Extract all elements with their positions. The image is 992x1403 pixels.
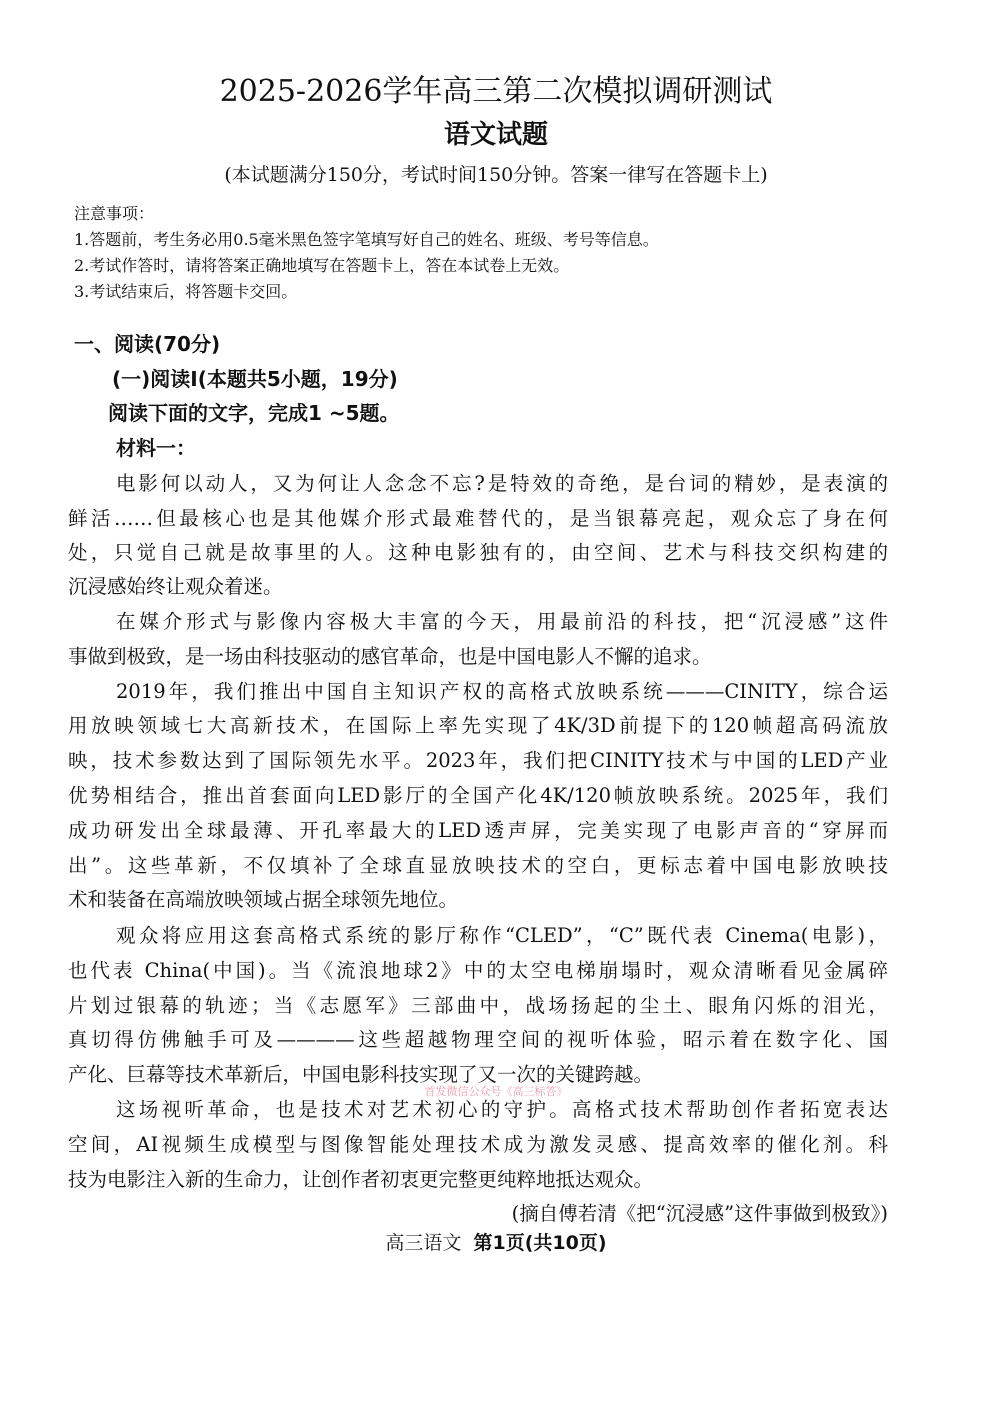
note-item: 3.考试结束后，将答题卡交回。	[74, 282, 298, 301]
paragraph-line: 用放映领域七大高新技术，在国际上率先实现了4K/3D前提下的120帧超高码流放	[68, 714, 888, 737]
note-item: 1.答题前，考生务必用0.5毫米黑色签字笔填写好自己的姓名、班级、考号等信息。	[74, 230, 659, 249]
paragraph-line: 出”。这些革新，不仅填补了全球直显放映技术的空白，更标志着中国电影放映技	[68, 854, 888, 877]
subject-title: 语文试题	[443, 120, 548, 150]
paragraph-line: 处，只觉自己就是故事里的人。这种电影独有的，由空间、艺术与科技交织构建的	[68, 541, 888, 564]
note-item: 2.考试作答时，请将答案正确地填写在答题卡上，答在本试卷上无效。	[74, 256, 570, 275]
paragraph-line: 事做到极致，是一场由科技驱动的感官革命，也是中国电影人不懈的追求。	[68, 645, 712, 668]
paragraph-line: 空间，AI视频生成模型与图像智能处理技术成为激发灵感、提高效率的催化剂。科	[68, 1133, 888, 1156]
paragraph-line: 术和装备在高端放映领域占据全球领先地位。	[68, 888, 459, 911]
exam-title: 2025-2026学年高三第二次模拟调研测试	[219, 74, 773, 109]
paragraph-line: 沉浸感始终让观众着迷。	[68, 575, 283, 598]
footer-page: 第1页(共10页)	[473, 1232, 607, 1254]
footer-subject: 高三语文	[385, 1232, 462, 1254]
paragraph-line: 2019年，我们推出中国自主知识产权的高格式放映系统———CINITY，综合运	[116, 680, 888, 703]
source-citation: (摘自傅若清《把“沉浸感”这件事做到极致》)	[511, 1202, 888, 1225]
exam-info: (本试题满分150分，考试时间150分钟。答案一律写在答题卡上)	[224, 164, 768, 186]
page-footer	[0, 1228, 992, 1255]
paragraph-line: 真切得仿佛触手可及————这些超越物理空间的视听体验，昭示着在数字化、国	[68, 1028, 888, 1051]
paragraph-line: 也代表 China(中国)。当《流浪地球2》中的太空电梯崩塌时，观众清晰看见金属碎	[68, 959, 888, 982]
paragraph-line: 电影何以动人，又为何让人念念不忘?是特效的奇绝，是台词的精妙，是表演的	[116, 472, 888, 495]
watermark: 首发微信公众号《高三标答》	[424, 1085, 568, 1098]
paragraph-line: 这场视听革命，也是技术对艺术初心的守护。高格式技术帮助创作者拓宽表达	[116, 1098, 888, 1121]
paragraph-line: 片划过银幕的轨迹；当《志愿军》三部曲中，战场扬起的尘土、眼角闪烁的泪光，	[68, 994, 888, 1017]
paragraph-line: 优势相结合，推出首套面向LED影厅的全国产化4K/120帧放映系统。2025年，我们	[68, 784, 888, 807]
notes-heading: 注意事项：	[74, 204, 155, 223]
material-label: 材料一：	[116, 436, 196, 460]
paragraph-line: 观众将应用这套高格式系统的影厅称作“CLED”，“C”既代表 Cinema(电影)，	[116, 924, 888, 947]
paragraph-line: 在媒介形式与影像内容极大丰富的今天，用最前沿的科技，把“沉浸感”这件	[116, 610, 888, 633]
paragraph-line: 成功研发出全球最薄、开孔率最大的LED透声屏，完美实现了电影声音的“穿屏而	[68, 819, 888, 842]
instruction: 阅读下面的文字，完成1 ~5题。	[108, 401, 400, 425]
section-heading: 一、阅读(70分)	[74, 332, 221, 356]
subsection-heading: (一)阅读Ⅰ(本题共5小题，19分)	[112, 367, 398, 391]
paragraph-line: 产化、巨幕等技术革新后，中国电影科技实现了又一次的关键跨越。	[68, 1063, 654, 1086]
paragraph-line: 鲜活……但最核心也是其他媒介形式最难替代的，是当银幕亮起，观众忘了身在何	[68, 507, 888, 530]
paragraph-line: 映，技术参数达到了国际领先水平。2023年，我们把CINITY技术与中国的LED产业	[68, 749, 888, 772]
paragraph-line: 技为电影注入新的生命力，让创作者初衷更完整更纯粹地抵达观众。	[68, 1168, 654, 1191]
